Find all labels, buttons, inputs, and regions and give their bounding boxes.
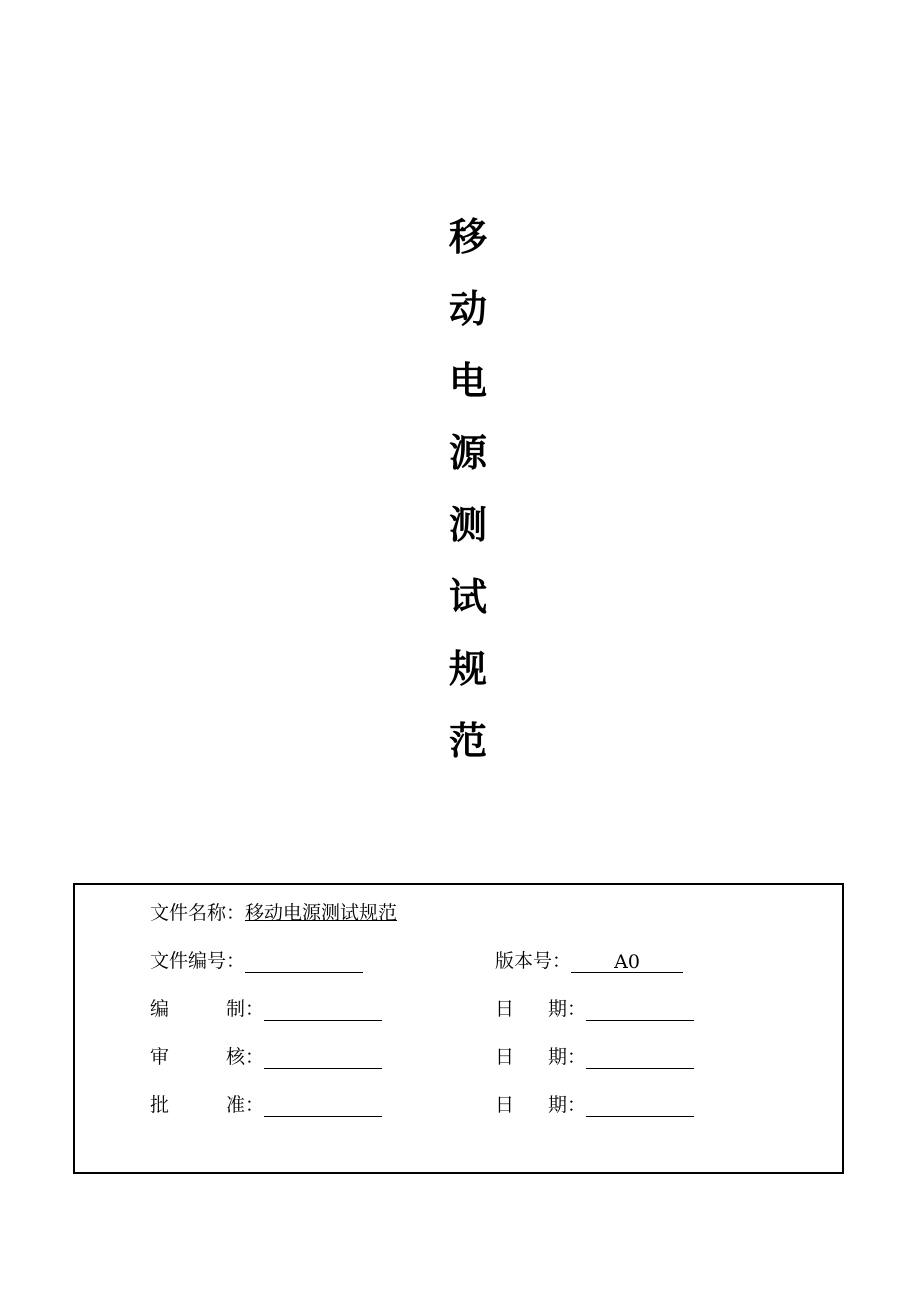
date-row-3: 日 期 ： (495, 1093, 694, 1117)
date-label: 日 期 (495, 998, 567, 1020)
title-char: 范 (448, 719, 487, 763)
date-label: 日 期 (495, 1046, 567, 1068)
date-row-1: 日 期 ： (495, 997, 694, 1021)
file-number-field[interactable] (245, 952, 363, 973)
date-label: 日 期 (495, 1094, 567, 1116)
reviewed-by-label: 审 核 (150, 1046, 245, 1068)
version-row (495, 949, 683, 973)
file-name-row (150, 901, 397, 925)
version-label: 版本号： (495, 950, 572, 972)
date-row-2: 日 期 ： (495, 1045, 694, 1069)
prepared-by-row: 编 制 ： (150, 997, 382, 1021)
prepared-by-label: 编 制 (150, 998, 245, 1020)
version-field[interactable]: A0 (571, 952, 683, 973)
file-name-label: 文件名称： (150, 902, 246, 924)
file-number-label: 文件编号： (150, 950, 246, 972)
reviewed-by-row: 审 核 ： (150, 1045, 382, 1069)
reviewed-by-field[interactable] (264, 1048, 382, 1069)
document-title (443, 215, 493, 794)
title-char: 测 (448, 503, 487, 547)
file-number-row (150, 949, 363, 973)
title-char: 源 (448, 431, 487, 475)
date-field[interactable] (586, 1096, 694, 1117)
title-char: 试 (448, 575, 487, 619)
document-info-box (73, 883, 844, 1174)
date-field[interactable] (586, 1000, 694, 1021)
approved-by-field[interactable] (264, 1096, 382, 1117)
approved-by-row: 批 准 ： (150, 1093, 382, 1117)
title-char: 规 (448, 647, 487, 691)
title-char: 动 (448, 287, 487, 331)
file-name-value: 移动电源测试规范 (245, 902, 398, 924)
title-char: 电 (448, 359, 487, 403)
prepared-by-field[interactable] (264, 1000, 382, 1021)
approved-by-label: 批 准 (150, 1094, 245, 1116)
date-field[interactable] (586, 1048, 694, 1069)
title-char: 移 (448, 215, 487, 259)
